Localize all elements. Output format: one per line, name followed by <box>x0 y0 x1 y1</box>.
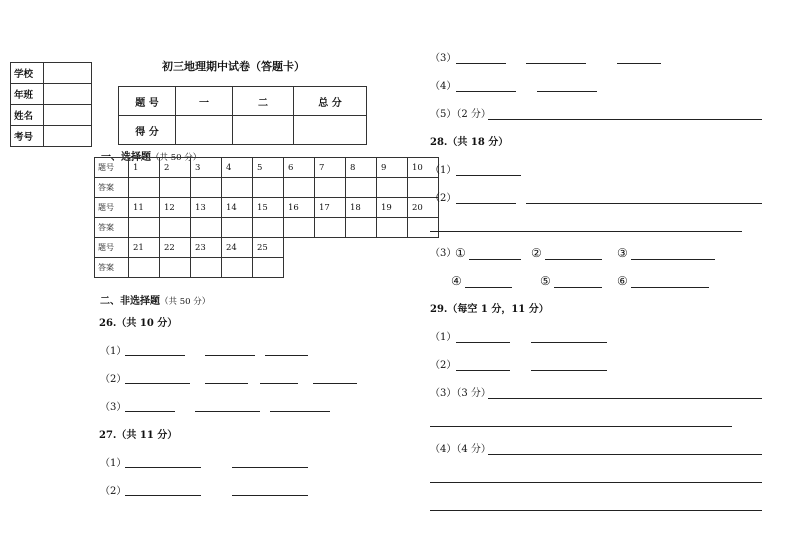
mc-answer-cell[interactable] <box>191 218 222 238</box>
mc-q-num: 2 <box>160 158 191 178</box>
mc-answer-cell[interactable] <box>222 178 253 198</box>
answer-line[interactable] <box>488 119 762 120</box>
answer-line[interactable] <box>232 467 308 468</box>
student-info-table <box>10 62 92 147</box>
answer-line[interactable] <box>205 355 255 356</box>
score-row-label: 得 分 <box>119 116 176 145</box>
mc-answer-cell[interactable] <box>160 258 191 278</box>
score-cell-1[interactable] <box>176 116 233 145</box>
q28-part2-label: （2） <box>430 193 457 204</box>
mc-answer-cell[interactable] <box>253 218 284 238</box>
mc-q-num: 14 <box>222 198 253 218</box>
answer-line[interactable] <box>125 383 190 384</box>
mc-q-num: 16 <box>284 198 315 218</box>
q29-part2-label: （2） <box>430 360 457 371</box>
answer-line[interactable] <box>631 287 709 288</box>
answer-line[interactable] <box>537 91 597 92</box>
answer-line[interactable] <box>430 482 762 483</box>
circled-number-6: ⑥ <box>617 274 628 288</box>
answer-line[interactable] <box>430 510 762 511</box>
mc-answer-cell[interactable] <box>377 178 408 198</box>
mc-q-num: 12 <box>160 198 191 218</box>
mc-a-label: 答案 <box>95 178 129 198</box>
answer-line[interactable] <box>526 203 762 204</box>
section2-heading <box>100 289 210 308</box>
name-field[interactable] <box>44 105 92 126</box>
mc-answer-cell[interactable] <box>315 178 346 198</box>
mc-q-num: 10 <box>408 158 439 178</box>
mc-answer-cell[interactable] <box>129 178 160 198</box>
q29-part3-label: （3）（3 分） <box>430 388 491 399</box>
class-field[interactable] <box>44 84 92 105</box>
mc-answer-cell[interactable] <box>129 258 160 278</box>
q27-title: 27.（共 11 分） <box>99 430 178 441</box>
section1-note: （共 50 分） <box>151 153 202 163</box>
mc-q-num: 5 <box>253 158 284 178</box>
answer-line[interactable] <box>125 355 185 356</box>
section2-note: （共 50 分） <box>160 297 211 307</box>
answer-line[interactable] <box>430 426 732 427</box>
mc-answer-cell[interactable] <box>253 258 284 278</box>
q28-part3-label: （3） <box>430 248 457 259</box>
mc-answer-cell[interactable] <box>315 218 346 238</box>
name-label: 姓名 <box>11 105 44 126</box>
mc-empty <box>284 258 439 278</box>
mc-q-label: 题号 <box>95 198 129 218</box>
school-field[interactable] <box>44 63 92 84</box>
mc-q-num: 18 <box>346 198 377 218</box>
answer-line[interactable] <box>456 342 510 343</box>
mc-answer-cell[interactable] <box>129 218 160 238</box>
exam-number-field[interactable] <box>44 126 92 147</box>
section2-title: 二、非选择题 <box>100 296 160 307</box>
answer-line[interactable] <box>545 259 602 260</box>
q27-part4-label: （4） <box>430 81 457 92</box>
answer-line[interactable] <box>465 287 512 288</box>
q28-part1-label: （1） <box>430 165 457 176</box>
score-header-2: 二 <box>233 87 294 116</box>
circled-number-1: ① <box>455 246 466 260</box>
answer-line[interactable] <box>456 63 506 64</box>
mc-q-num: 15 <box>253 198 284 218</box>
exam-number-label: 考号 <box>11 126 44 147</box>
mc-q-num: 4 <box>222 158 253 178</box>
circled-number-5: ⑤ <box>540 274 551 288</box>
answer-line[interactable] <box>260 383 298 384</box>
class-label: 年班 <box>11 84 44 105</box>
answer-line[interactable] <box>430 231 742 232</box>
answer-line[interactable] <box>313 383 357 384</box>
q29-part1-label: （1） <box>430 332 457 343</box>
answer-line[interactable] <box>456 370 510 371</box>
mc-q-num: 9 <box>377 158 408 178</box>
score-header-label: 题 号 <box>119 87 176 116</box>
mc-q-num: 24 <box>222 238 253 258</box>
q27-part3-label: （3） <box>430 53 457 64</box>
mc-q-num: 8 <box>346 158 377 178</box>
multiple-choice-table <box>94 157 439 278</box>
answer-line[interactable] <box>456 175 521 176</box>
mc-q-num: 22 <box>160 238 191 258</box>
q26-part3-label: （3） <box>100 402 127 413</box>
mc-q-num: 11 <box>129 198 160 218</box>
mc-q-num: 21 <box>129 238 160 258</box>
mc-answer-cell[interactable] <box>377 218 408 238</box>
mc-q-label: 题号 <box>95 158 129 178</box>
q27-part2-label: （2） <box>100 486 127 497</box>
circled-number-2: ② <box>531 246 542 260</box>
mc-answer-cell[interactable] <box>160 218 191 238</box>
mc-answer-cell[interactable] <box>253 178 284 198</box>
answer-line[interactable] <box>125 411 175 412</box>
section1-title: 一、选择题 <box>101 152 151 163</box>
mc-answer-cell[interactable] <box>284 178 315 198</box>
mc-empty <box>284 238 439 258</box>
mc-a-label: 答案 <box>95 258 129 278</box>
school-label: 学校 <box>11 63 44 84</box>
q26-part2-label: （2） <box>100 374 127 385</box>
mc-q-num: 13 <box>191 198 222 218</box>
answer-line[interactable] <box>631 259 715 260</box>
mc-q-num: 7 <box>315 158 346 178</box>
answer-line[interactable] <box>125 495 201 496</box>
mc-q-num: 23 <box>191 238 222 258</box>
answer-line[interactable] <box>232 495 308 496</box>
mc-q-num: 3 <box>191 158 222 178</box>
mc-answer-cell[interactable] <box>222 258 253 278</box>
answer-line[interactable] <box>270 411 330 412</box>
mc-q-num: 6 <box>284 158 315 178</box>
q26-title: 26.（共 10 分） <box>99 318 178 329</box>
mc-answer-cell[interactable] <box>160 178 191 198</box>
mc-answer-cell[interactable] <box>408 218 439 238</box>
answer-line[interactable] <box>488 454 762 455</box>
q29-title: 29.（每空 1 分，11 分） <box>430 304 549 315</box>
score-cell-total[interactable] <box>294 116 367 145</box>
q28-title: 28.（共 18 分） <box>430 137 509 148</box>
mc-q-num: 19 <box>377 198 408 218</box>
answer-line[interactable] <box>554 287 602 288</box>
answer-line[interactable] <box>488 398 762 399</box>
score-header-total: 总 分 <box>294 87 367 116</box>
q27-part5-label: （5）（2 分） <box>430 109 491 120</box>
mc-a-label: 答案 <box>95 218 129 238</box>
mc-answer-cell[interactable] <box>191 178 222 198</box>
mc-q-num: 20 <box>408 198 439 218</box>
q26-part1-label: （1） <box>100 346 127 357</box>
answer-line[interactable] <box>205 383 248 384</box>
mc-q-num: 25 <box>253 238 284 258</box>
q27-part1-label: （1） <box>100 458 127 469</box>
answer-line[interactable] <box>617 63 661 64</box>
mc-q-num: 1 <box>129 158 160 178</box>
score-table <box>118 86 367 145</box>
score-header-1: 一 <box>176 87 233 116</box>
answer-line[interactable] <box>531 342 607 343</box>
answer-line[interactable] <box>456 91 516 92</box>
answer-line[interactable] <box>469 259 521 260</box>
answer-line[interactable] <box>265 355 308 356</box>
mc-q-num: 17 <box>315 198 346 218</box>
mc-answer-cell[interactable] <box>346 218 377 238</box>
answer-line[interactable] <box>456 203 516 204</box>
mc-answer-cell[interactable] <box>191 258 222 278</box>
exam-title: 初三地理期中试卷（答题卡） <box>162 60 305 73</box>
answer-line[interactable] <box>125 467 201 468</box>
circled-number-4: ④ <box>451 274 462 288</box>
circled-number-3: ③ <box>617 246 628 260</box>
mc-q-label: 题号 <box>95 238 129 258</box>
mc-answer-cell[interactable] <box>222 218 253 238</box>
answer-line[interactable] <box>526 63 586 64</box>
mc-answer-cell[interactable] <box>346 178 377 198</box>
answer-line[interactable] <box>195 411 260 412</box>
answer-line[interactable] <box>531 370 607 371</box>
mc-answer-cell[interactable] <box>284 218 315 238</box>
score-cell-2[interactable] <box>233 116 294 145</box>
q29-part4-label: （4）（4 分） <box>430 444 491 455</box>
